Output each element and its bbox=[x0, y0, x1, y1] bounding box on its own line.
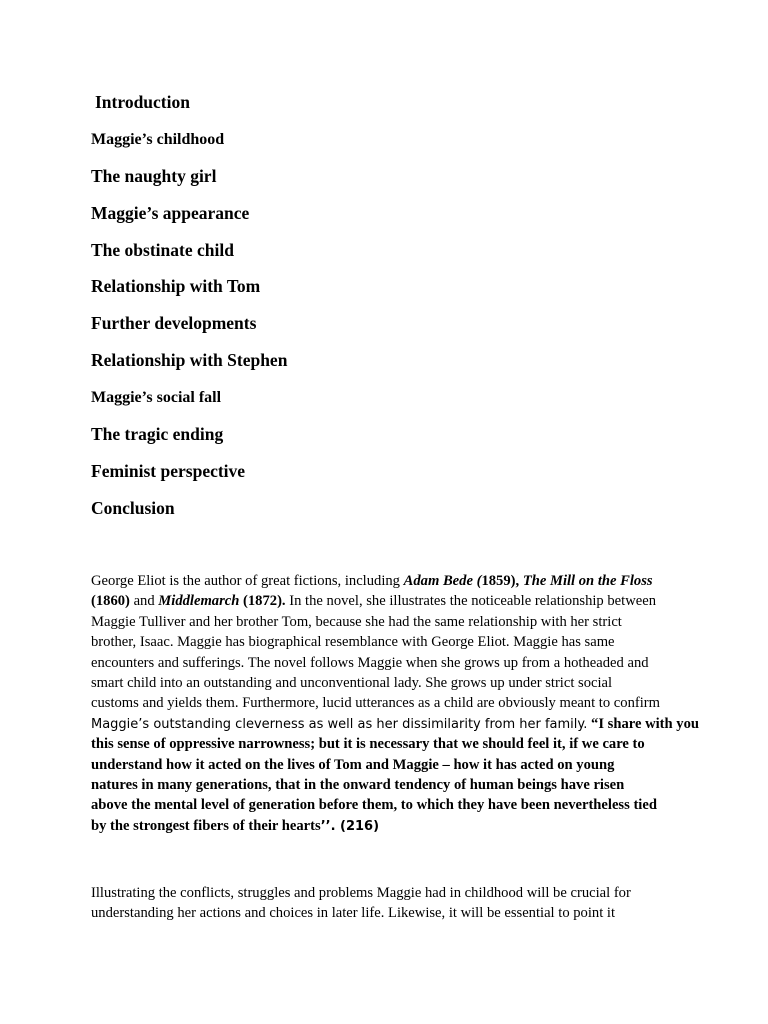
quote-end: by the strongest fibers of their hearts bbox=[91, 817, 321, 834]
outline-list bbox=[91, 92, 287, 535]
quote-line: above the mental level of generation before them, to which they have been nevertheless tied bbox=[91, 797, 657, 814]
text-line: smart child into an outstanding and unconventional lady. She grows up under strict social bbox=[91, 674, 613, 691]
quote-line: understand how it acted on the lives of Tom and Maggie – how it has acted on young bbox=[91, 756, 615, 773]
outline-item-social-fall: Maggie’s social fall bbox=[91, 389, 222, 407]
outline-item-feminist-perspective: Feminist perspective bbox=[91, 460, 246, 481]
paragraph-introduction bbox=[91, 571, 700, 836]
text-run: Maggie’s outstanding cleverness as well as her dissimilarity from her family. bbox=[91, 716, 588, 732]
outline-item-tragic-ending: The tragic ending bbox=[91, 424, 224, 445]
outline-item-childhood: Maggie’s childhood bbox=[91, 130, 225, 148]
outline-item-relationship-stephen: Relationship with Stephen bbox=[91, 350, 288, 371]
page-citation: ’’. (216) bbox=[320, 818, 380, 834]
text-run: George Eliot is the author of great fictions, including bbox=[91, 573, 404, 589]
title-adam-bede: Adam Bede ( bbox=[403, 573, 482, 589]
text-line: understanding her actions and choices in later life. Likewise, it will be essential to point it bbox=[91, 905, 616, 922]
text-line: Maggie Tulliver and her brother Tom, because she had the same relationship with her strict bbox=[91, 613, 622, 630]
quote-line bbox=[91, 816, 681, 836]
outline-item-relationship-tom: Relationship with Tom bbox=[91, 276, 261, 297]
quote-line: natures in many generations, that in the onward tendency of human beings have risen bbox=[91, 776, 625, 793]
year-1859: 1859), bbox=[481, 573, 523, 589]
quote-start: “I share with you bbox=[587, 715, 700, 732]
outline-item-appearance: Maggie’s appearance bbox=[91, 202, 250, 223]
text-run: and bbox=[129, 593, 159, 610]
year-1872: (1872). bbox=[239, 593, 286, 610]
outline-item-conclusion: Conclusion bbox=[91, 497, 175, 518]
text-line bbox=[91, 571, 681, 591]
outline-item-further-developments: Further developments bbox=[91, 313, 257, 334]
text-line: Illustrating the conflicts, struggles and problems Maggie had in childhood will be crucial for bbox=[91, 885, 631, 901]
text-line: brother, Isaac. Maggie has biographical resemblance with George Eliot. Maggie has same bbox=[91, 634, 615, 651]
paragraph-childhood-conflicts bbox=[91, 883, 681, 924]
text-line: encounters and sufferings. The novel follows Maggie when she grows up from a hotheaded and bbox=[91, 654, 649, 671]
text-line bbox=[91, 714, 700, 734]
title-mill-on-the-floss: The Mill on the Floss bbox=[522, 573, 653, 589]
text-line: customs and yields them. Furthermore, lucid utterances as a child are obviously meant to confirm bbox=[91, 695, 661, 712]
outline-item-introduction: Introduction bbox=[95, 92, 190, 112]
title-middlemarch: Middlemarch bbox=[158, 593, 240, 610]
quote-line: this sense of oppressive narrowness; but it is necessary that we should feel it, if we care to bbox=[91, 736, 645, 753]
outline-item-naughty-girl: The naughty girl bbox=[91, 165, 217, 186]
text-run: In the novel, she illustrates the noticeable relationship between bbox=[285, 593, 656, 610]
text-line bbox=[91, 591, 681, 611]
outline-item-obstinate-child: The obstinate child bbox=[91, 239, 234, 260]
year-1860: (1860) bbox=[91, 593, 130, 610]
